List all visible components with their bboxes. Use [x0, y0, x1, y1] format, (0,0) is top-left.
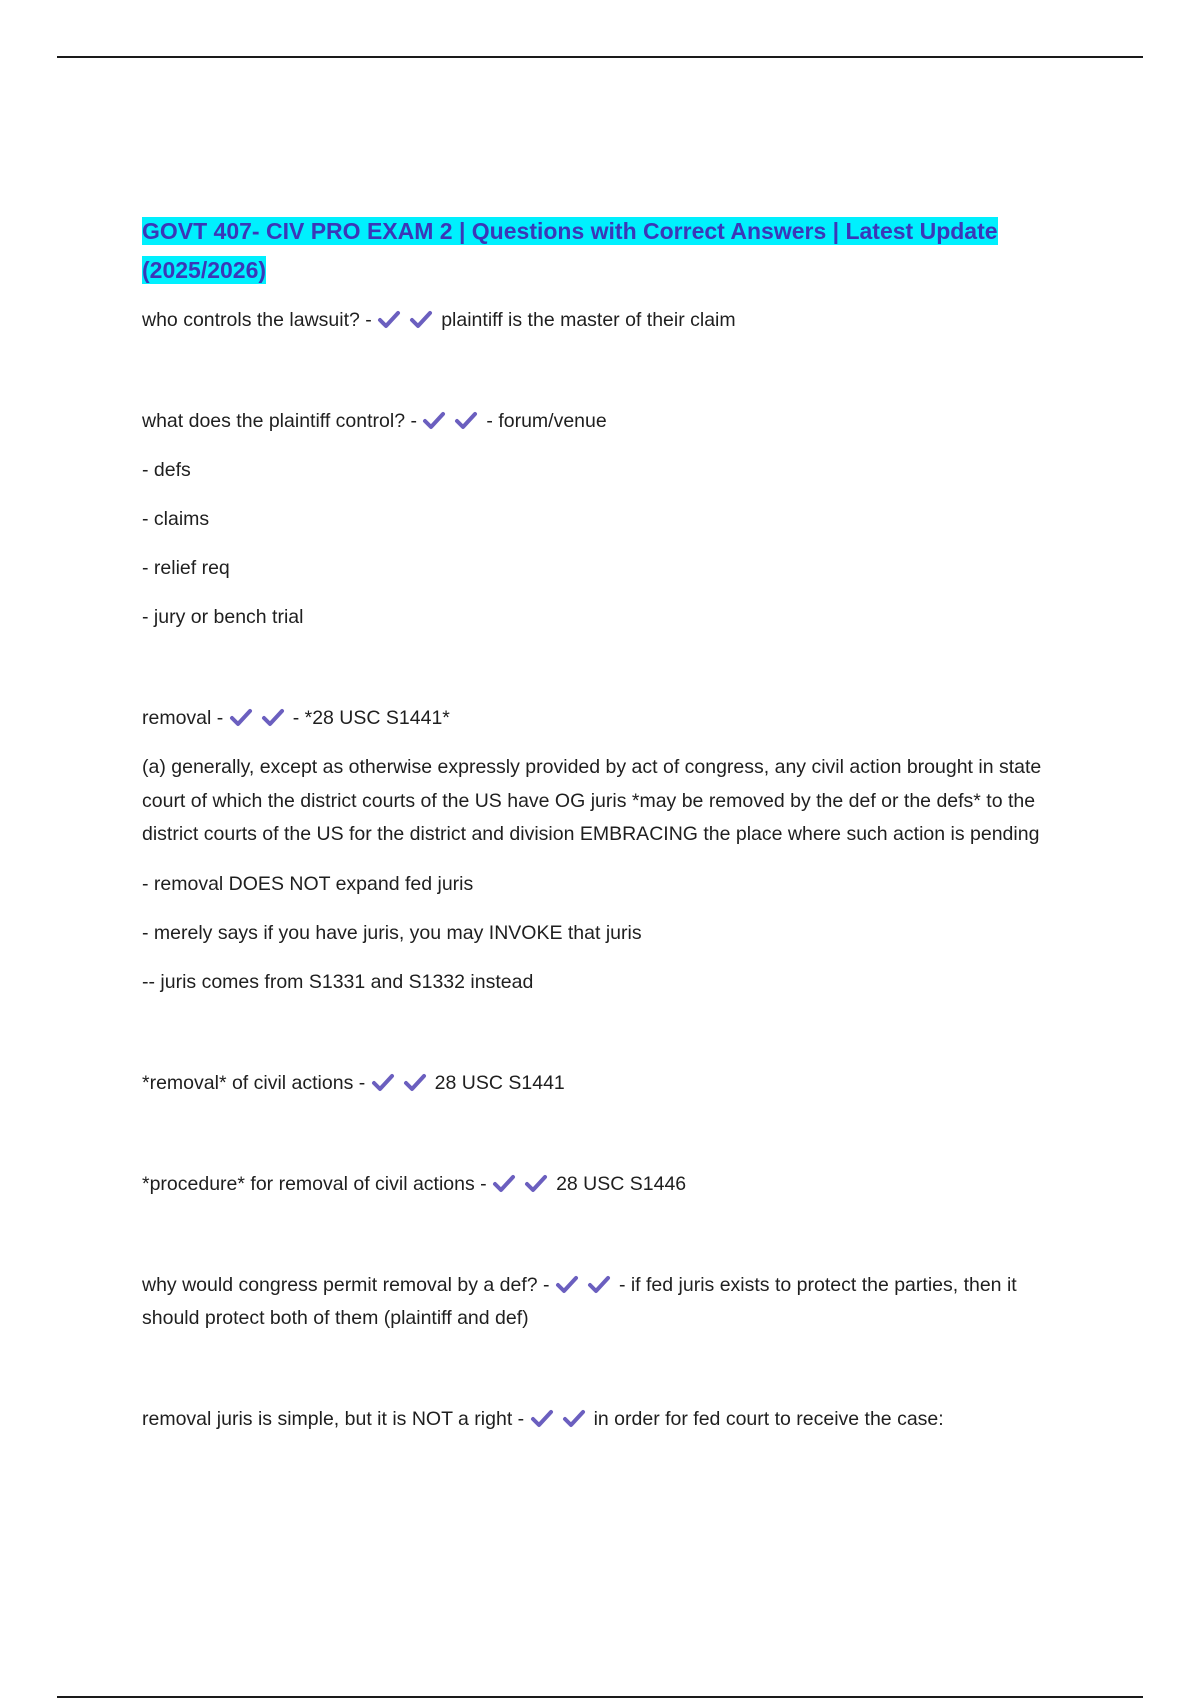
- qa-item: [142, 304, 1062, 337]
- answer-paragraph: (a) generally, except as otherwise expressly provided by act of congress, any civil action brought in state court of which the district courts of the US have OG juris *may be removed by the def or the defs* to the district courts of the US for the district and division EMBRACING the place where such action is pending: [142, 756, 1042, 845]
- checkmark-icon: [562, 1408, 586, 1428]
- answer-text: - *28 USC S1441*: [292, 707, 450, 729]
- qa-item: [142, 702, 1062, 735]
- answer-text: 28 USC S1441: [434, 1071, 565, 1094]
- question-text: what does the plaintiff control? -: [142, 410, 417, 432]
- document-title: GOVT 407- CIV PRO EXAM 2 | Questions with Correct Answers | Latest Update (2025/2026): [142, 218, 998, 283]
- answer-text: plaintiff is the master of their claim: [441, 309, 736, 331]
- checkmark-icon: [454, 410, 478, 430]
- answer-text: - if fed juris exists to protect the parties, then it should protect both of them (plaintiff and def): [142, 1273, 1017, 1329]
- answer-line: - removal DOES NOT expand fed juris: [142, 872, 474, 895]
- answer-line: - jury or bench trial: [142, 606, 304, 628]
- answer-line: - relief req: [142, 557, 230, 579]
- question-text: who controls the lawsuit? -: [142, 309, 372, 331]
- top-rule: [57, 56, 1143, 58]
- checkmark-icon: [371, 1072, 395, 1092]
- checkmark-icon: [229, 707, 253, 727]
- answer-text: - forum/venue: [486, 410, 607, 432]
- answer-text: 28 USC S1446: [556, 1172, 687, 1195]
- checkmark-icon: [261, 707, 285, 727]
- question-text: removal -: [142, 707, 224, 729]
- question-text: why would congress permit removal by a def? -: [142, 1273, 550, 1296]
- answer-line: - merely says if you have juris, you may INVOKE that juris: [142, 921, 642, 944]
- checkmark-icon: [377, 309, 401, 329]
- checkmark-icon: [492, 1173, 516, 1193]
- qa-item: [142, 1067, 1062, 1100]
- question-text: *procedure* for removal of civil actions -: [142, 1172, 487, 1195]
- qa-item: [142, 405, 1062, 438]
- checkmark-icon: [524, 1173, 548, 1193]
- checkmark-icon: [555, 1274, 579, 1294]
- checkmark-icon: [409, 309, 433, 329]
- question-text: *removal* of civil actions -: [142, 1071, 366, 1094]
- answer-line: - defs: [142, 459, 191, 481]
- checkmark-icon: [403, 1072, 427, 1092]
- qa-item: [142, 1403, 1062, 1436]
- answer-line: - claims: [142, 508, 210, 530]
- question-text: removal juris is simple, but it is NOT a right -: [142, 1407, 525, 1430]
- answer-text: in order for fed court to receive the case:: [593, 1407, 944, 1430]
- checkmark-icon: [422, 410, 446, 430]
- qa-item: [142, 1269, 1062, 1335]
- bottom-rule: [57, 1696, 1143, 1698]
- answer-line: -- juris comes from S1331 and S1332 instead: [142, 970, 534, 993]
- qa-item: [142, 1168, 1062, 1201]
- checkmark-icon: [530, 1408, 554, 1428]
- checkmark-icon: [587, 1274, 611, 1294]
- document-body: [142, 212, 1062, 1452]
